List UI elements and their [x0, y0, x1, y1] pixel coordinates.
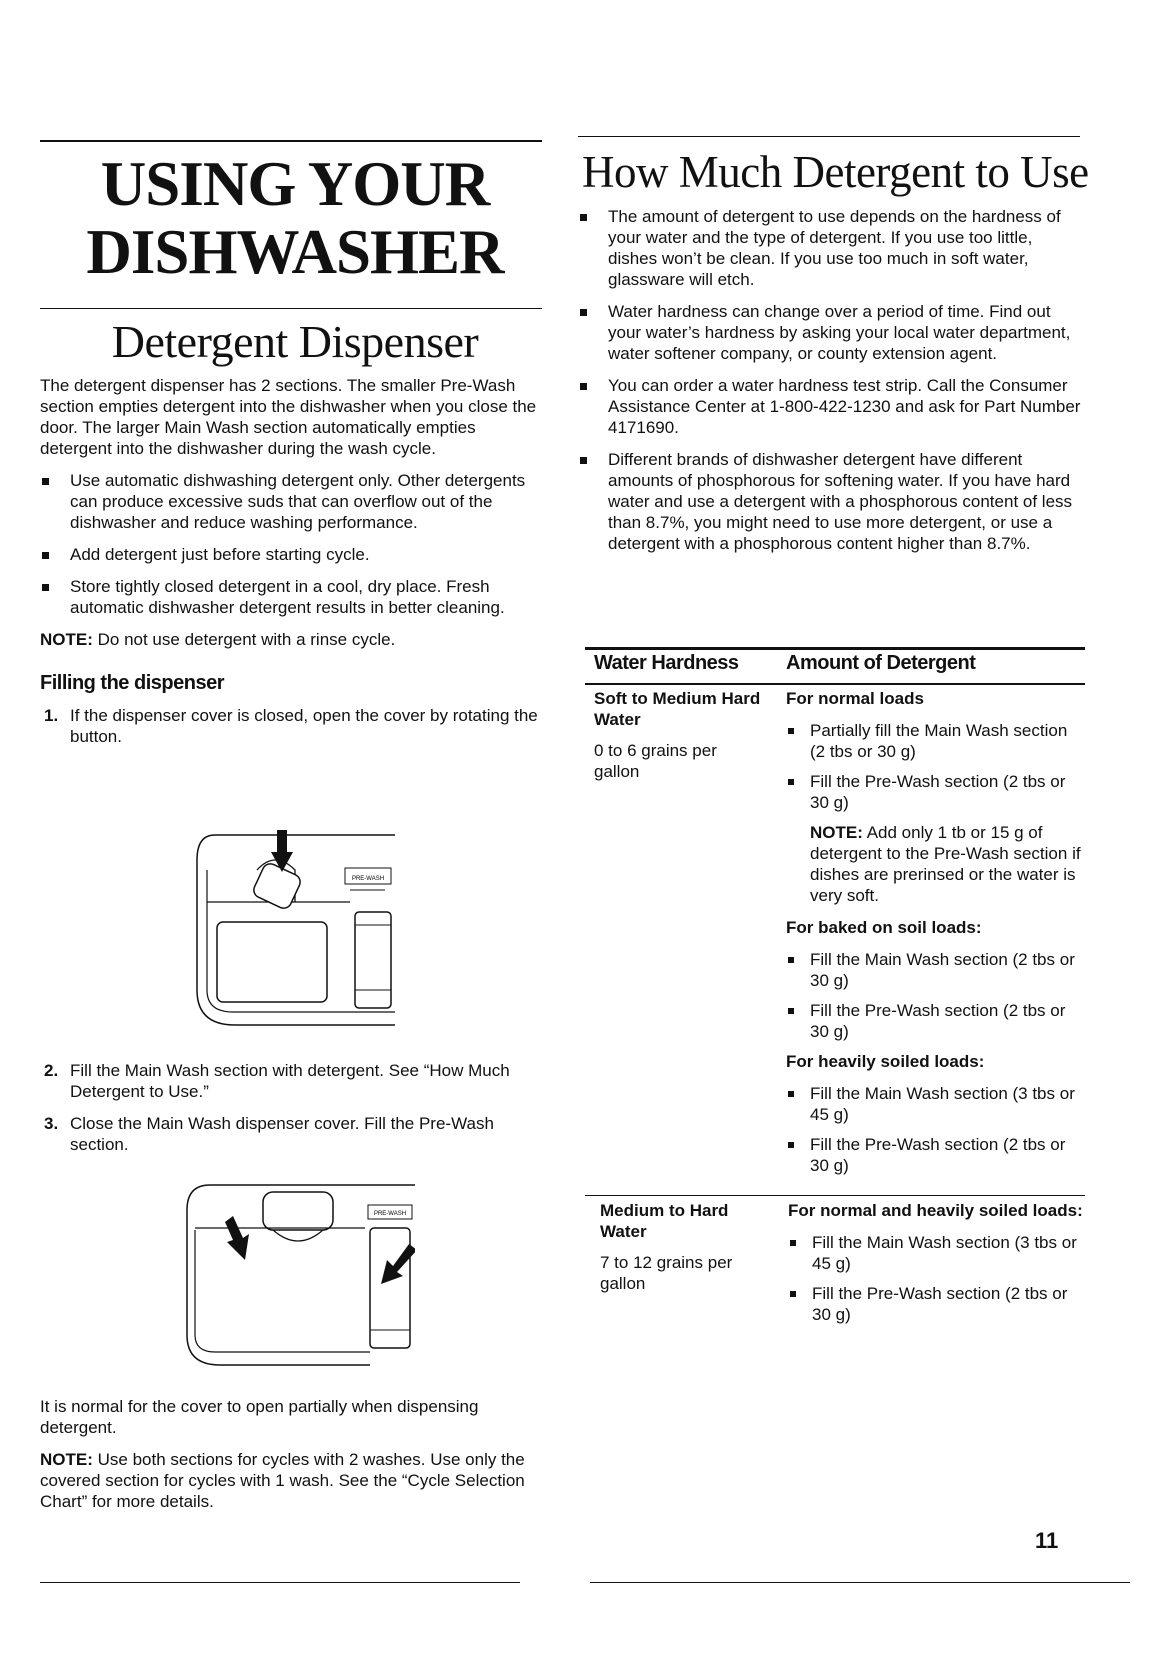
list-item: Fill the Pre-Wash section (2 tbs or 30 g): [788, 1283, 1088, 1325]
bottom-rule-left: [40, 1582, 520, 1583]
bullet-icon: [788, 728, 794, 734]
dispensing-notes: [40, 1396, 550, 1512]
bullet-icon: [790, 1291, 796, 1297]
bullet-icon: [580, 383, 587, 390]
rinse-note: NOTE: Do not use detergent with a rinse cycle.: [40, 630, 396, 649]
list-item: You can order a water hardness test strip. Call the Consumer Assistance Center at 1-800-422-1230 and ask for Part Number 4171690.: [578, 375, 1083, 438]
dispenser-open-diagram: [195, 830, 395, 1030]
bullet-icon: [42, 478, 49, 485]
table-amount-soft: [786, 688, 1086, 1185]
list-item: Water hardness can change over a period of time. Find out your water’s hardness by asking your local water department, water softener company, or county extension agent.: [578, 301, 1083, 364]
hardness-hard: Medium to Hard Water: [600, 1201, 729, 1241]
left-top-rule: [40, 140, 542, 142]
list-item: Fill the Main Wash section (2 tbs or 30 g): [786, 949, 1086, 991]
list-item: Use automatic dishwashing detergent only. Other detergents can produce excessive suds that can overflow out of the dishwasher and reduce washing performance.: [40, 470, 550, 533]
bullet-icon: [788, 957, 794, 963]
step-item: 3. Close the Main Wash dispenser cover. Fill the Pre-Wash section.: [44, 1114, 494, 1154]
dispenser-bullets: [40, 470, 550, 618]
dispenser-intro: The detergent dispenser has 2 sections. The smaller Pre-Wash section empties detergent into the dishwasher when you close the door. The larger Main Wash section automatically empties detergent into the dishwasher during the wash cycle.: [40, 376, 537, 458]
filling-heading: Filling the dispenser: [40, 672, 224, 694]
bullet-icon: [788, 1142, 794, 1148]
bullet-icon: [788, 1091, 794, 1097]
page-number: 11: [1035, 1528, 1059, 1553]
table-top-rule: [585, 647, 1085, 650]
table-header-amount: Amount of Detergent: [786, 652, 976, 674]
list-item: Different brands of dishwasher detergent have different amounts of phosphorous for softening water. If you have hard water and use a detergent with a phosphorous content of less than 8.7%, you might need to use more detergent, or use a detergent with a phosphorous content higher than 8.7%.: [578, 449, 1083, 554]
dispenser-closed-diagram: [185, 1180, 415, 1370]
table-header-rule: [585, 683, 1085, 685]
prewash-note: NOTE: Add only 1 tb or 15 g of detergent to the Pre-Wash section if dishes are prerinsed or the water is very soft.: [810, 823, 1081, 905]
table-row-hard: [600, 1200, 770, 1294]
list-item: The amount of detergent to use depends on the hardness of your water and the type of detergent. If you use too little, dishes won’t be clean. If you use too much in soft water, glassware will etch.: [578, 206, 1083, 290]
step-item: 2. Fill the Main Wash section with detergent. See “How Much Detergent to Use.”: [44, 1061, 510, 1101]
normal-dispensing-text: It is normal for the cover to open partially when dispensing detergent.: [40, 1397, 479, 1437]
bullet-icon: [790, 1240, 796, 1246]
page-title: [40, 150, 550, 286]
page-title-line2: DISHWASHER: [86, 217, 504, 287]
list-item: Fill the Pre-Wash section (2 tbs or 30 g): [786, 771, 1086, 813]
bullet-icon: [788, 1008, 794, 1014]
list-item: Fill the Pre-Wash section (2 tbs or 30 g): [786, 1000, 1086, 1042]
heavy-loads-label: For heavily soiled loads:: [786, 1052, 985, 1071]
list-item: Fill the Main Wash section (3 tbs or 45 g): [788, 1232, 1088, 1274]
page-title-line1: USING YOUR: [100, 149, 490, 219]
list-item: Store tightly closed detergent in a cool, dry place. Fresh automatic dishwasher detergent results in better cleaning.: [40, 576, 550, 618]
bullet-icon: [42, 552, 49, 559]
bullet-icon: [580, 214, 587, 221]
table-row-rule: [585, 1195, 1085, 1196]
filling-steps-continued: [40, 1060, 550, 1166]
list-item: Partially fill the Main Wash section (2 tbs or 30 g): [786, 720, 1086, 762]
sections-note: NOTE: Use both sections for cycles with 2 washes. Use only the covered section for cycles with 1 wash. See the “Cycle Selection Chart” for more details.: [40, 1450, 525, 1511]
bullet-icon: [580, 457, 587, 464]
prewash-label: PRE-WASH: [351, 876, 385, 882]
dispenser-heading: Detergent Dispenser: [111, 316, 479, 367]
table-header-hardness: Water Hardness: [594, 652, 739, 674]
list-item: Add detergent just before starting cycle.: [40, 544, 550, 565]
filling-steps: [40, 705, 550, 747]
bullet-icon: [788, 779, 794, 785]
table-row-soft: [594, 688, 764, 782]
list-item: Fill the Main Wash section (3 tbs or 45 g): [786, 1083, 1086, 1125]
list-item: Fill the Pre-Wash section (2 tbs or 30 g): [786, 1134, 1086, 1176]
normal-heavy-loads-label: For normal and heavily soiled loads:: [788, 1201, 1083, 1220]
grains-hard: 7 to 12 grains per gallon: [600, 1253, 733, 1293]
how-much-bullets: [578, 206, 1083, 554]
baked-loads-label: For baked on soil loads:: [786, 918, 982, 937]
table-amount-hard: [788, 1200, 1088, 1334]
step-item: 1. If the dispenser cover is closed, open the cover by rotating the button.: [44, 706, 538, 746]
how-much-body: [578, 206, 1083, 565]
dispenser-body: [40, 375, 550, 758]
dispenser-rule: [40, 308, 542, 309]
grains-soft: 0 to 6 grains per gallon: [594, 741, 717, 781]
right-top-rule: [578, 136, 1080, 137]
prewash-label: PRE-WASH: [373, 1211, 407, 1217]
hardness-soft: Soft to Medium Hard Water: [594, 689, 761, 729]
bullet-icon: [580, 309, 587, 316]
how-much-heading: How Much Detergent to Use: [582, 147, 1089, 197]
bottom-rule-right: [590, 1582, 1130, 1583]
normal-loads-label: For normal loads: [786, 689, 924, 708]
bullet-icon: [42, 584, 49, 591]
